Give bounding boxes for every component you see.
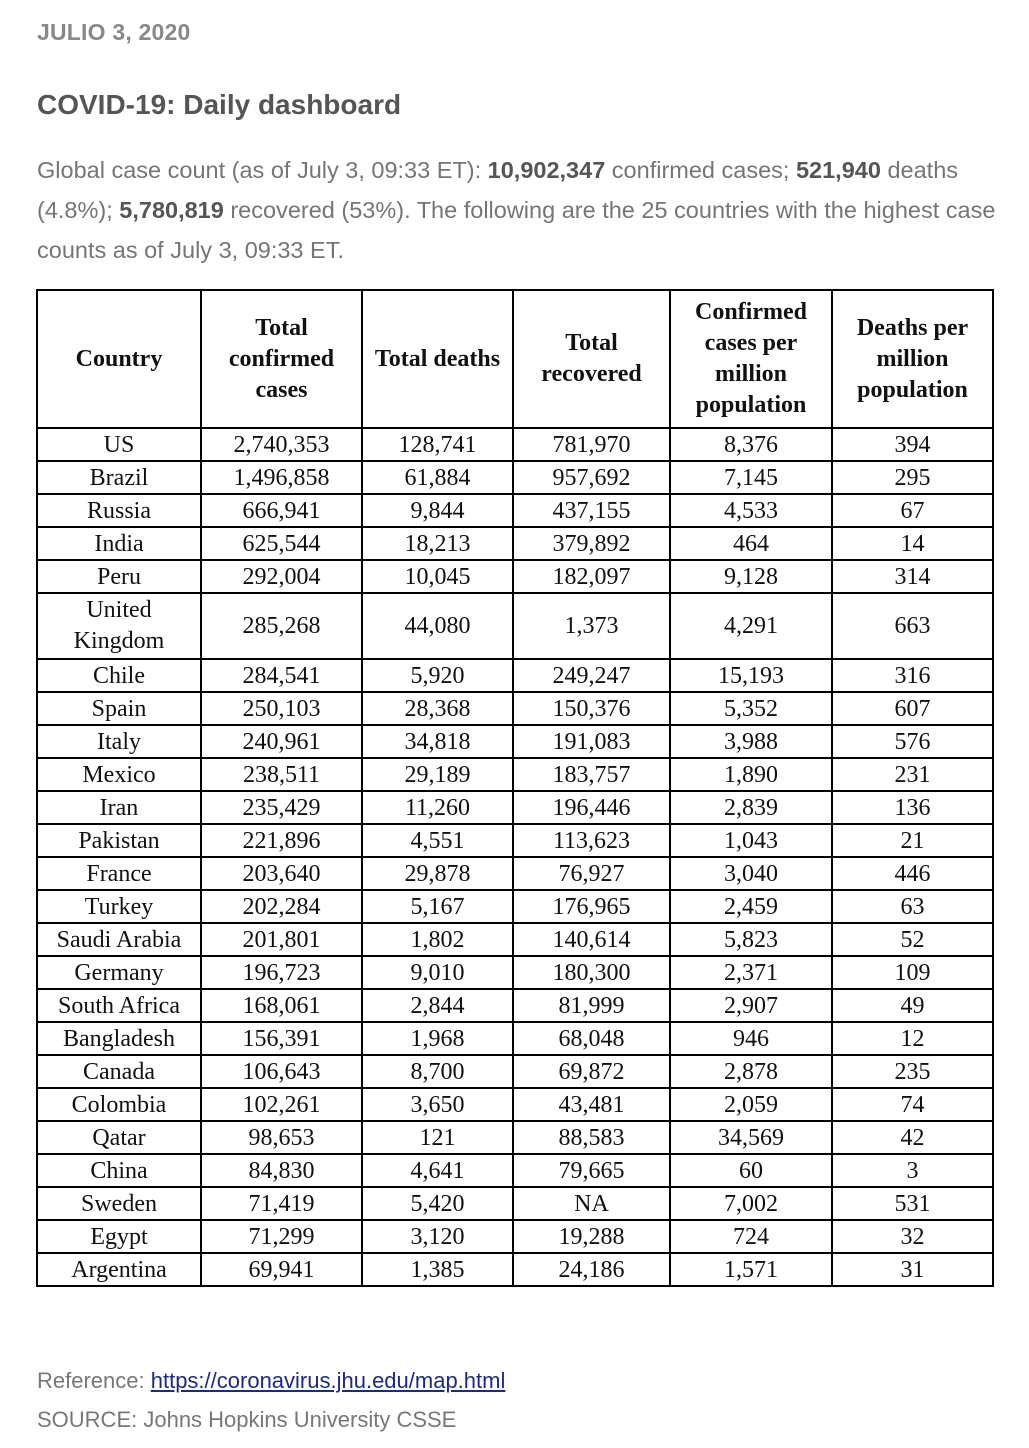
cell-total-recovered: 88,583: [513, 1121, 670, 1154]
table-row: [37, 956, 993, 989]
cell-country: Peru: [37, 560, 201, 593]
cell-deaths-per-million: 14: [832, 527, 993, 560]
cell-total-confirmed: 284,541: [201, 659, 362, 692]
cell-country: Germany: [37, 956, 201, 989]
summary-text-4: recovered (53%). The following are the 25 countries with the highest case counts as of July 3, 09:33 ET.: [37, 197, 996, 263]
table-row: [37, 1187, 993, 1220]
cell-deaths-per-million: 3: [832, 1154, 993, 1187]
cell-deaths-per-million: 31: [832, 1253, 993, 1286]
cell-total-recovered: 1,373: [513, 593, 670, 659]
cell-deaths-per-million: 42: [832, 1121, 993, 1154]
cell-cases-per-million: 1,571: [670, 1253, 832, 1286]
cell-total-deaths: 10,045: [362, 560, 513, 593]
table-header-row: [37, 290, 993, 428]
cell-cases-per-million: 1,890: [670, 758, 832, 791]
cell-total-deaths: 11,260: [362, 791, 513, 824]
cell-cases-per-million: 2,839: [670, 791, 832, 824]
table-row: [37, 725, 993, 758]
cell-deaths-per-million: 109: [832, 956, 993, 989]
cell-total-recovered: 69,872: [513, 1055, 670, 1088]
table-row: [37, 890, 993, 923]
cell-total-deaths: 121: [362, 1121, 513, 1154]
cell-total-recovered: 79,665: [513, 1154, 670, 1187]
cell-country: Bangladesh: [37, 1022, 201, 1055]
cell-total-deaths: 3,650: [362, 1088, 513, 1121]
cell-total-confirmed: 168,061: [201, 989, 362, 1022]
cell-deaths-per-million: 21: [832, 824, 993, 857]
cell-total-recovered: 150,376: [513, 692, 670, 725]
table-row: [37, 1220, 993, 1253]
summary-text-3: deaths (4.8%);: [37, 157, 959, 223]
cell-total-recovered: 249,247: [513, 659, 670, 692]
summary-paragraph: [37, 150, 997, 270]
cell-cases-per-million: 3,040: [670, 857, 832, 890]
cell-total-recovered: NA: [513, 1187, 670, 1220]
cell-total-deaths: 9,010: [362, 956, 513, 989]
cell-total-confirmed: 1,496,858: [201, 461, 362, 494]
cell-deaths-per-million: 316: [832, 659, 993, 692]
cell-deaths-per-million: 32: [832, 1220, 993, 1253]
summary-text-2: confirmed cases;: [605, 157, 796, 183]
table-body: [37, 428, 993, 1286]
cell-total-deaths: 5,920: [362, 659, 513, 692]
table-row: [37, 692, 993, 725]
cell-total-recovered: 196,446: [513, 791, 670, 824]
cell-total-recovered: 140,614: [513, 923, 670, 956]
table-row: [37, 1022, 993, 1055]
cell-total-deaths: 2,844: [362, 989, 513, 1022]
cell-total-deaths: 18,213: [362, 527, 513, 560]
global-confirmed-count: 10,902,347: [487, 157, 606, 183]
reference-label: Reference:: [37, 1368, 151, 1393]
cell-deaths-per-million: 67: [832, 494, 993, 527]
cell-deaths-per-million: 49: [832, 989, 993, 1022]
cell-total-confirmed: 201,801: [201, 923, 362, 956]
cell-total-deaths: 29,878: [362, 857, 513, 890]
cell-deaths-per-million: 136: [832, 791, 993, 824]
cell-country: Russia: [37, 494, 201, 527]
cell-deaths-per-million: 394: [832, 428, 993, 461]
global-recovered-count: 5,780,819: [119, 197, 224, 223]
cell-cases-per-million: 2,907: [670, 989, 832, 1022]
column-header-cases-per-million: Confirmed cases per million population: [670, 290, 832, 428]
cell-cases-per-million: 4,291: [670, 593, 832, 659]
table-row: [37, 527, 993, 560]
cell-deaths-per-million: 663: [832, 593, 993, 659]
cell-deaths-per-million: 74: [832, 1088, 993, 1121]
cell-country: Colombia: [37, 1088, 201, 1121]
cell-total-confirmed: 84,830: [201, 1154, 362, 1187]
cell-total-recovered: 68,048: [513, 1022, 670, 1055]
column-header-deaths-per-million: Deaths per million population: [832, 290, 993, 428]
table-row: [37, 791, 993, 824]
table-row: [37, 923, 993, 956]
cell-country: United Kingdom: [37, 593, 201, 659]
cell-total-deaths: 5,420: [362, 1187, 513, 1220]
table-row: [37, 824, 993, 857]
cell-total-confirmed: 235,429: [201, 791, 362, 824]
column-header-total-confirmed: Total confirmed cases: [201, 290, 362, 428]
cell-total-recovered: 113,623: [513, 824, 670, 857]
column-header-country: Country: [37, 290, 201, 428]
cell-cases-per-million: 7,145: [670, 461, 832, 494]
country-stats-table: [36, 289, 994, 1287]
cell-cases-per-million: 724: [670, 1220, 832, 1253]
cell-total-deaths: 4,551: [362, 824, 513, 857]
cell-cases-per-million: 2,459: [670, 890, 832, 923]
cell-deaths-per-million: 235: [832, 1055, 993, 1088]
reference-link[interactable]: https://coronavirus.jhu.edu/map.html: [150, 1368, 506, 1393]
cell-deaths-per-million: 295: [832, 461, 993, 494]
cell-total-confirmed: 250,103: [201, 692, 362, 725]
cell-country: Qatar: [37, 1121, 201, 1154]
cell-country: India: [37, 527, 201, 560]
cell-cases-per-million: 5,352: [670, 692, 832, 725]
table-row: [37, 428, 993, 461]
cell-country: Argentina: [37, 1253, 201, 1286]
table-row: [37, 461, 993, 494]
cell-cases-per-million: 3,988: [670, 725, 832, 758]
cell-total-recovered: 182,097: [513, 560, 670, 593]
cell-country: South Africa: [37, 989, 201, 1022]
table-row: [37, 1055, 993, 1088]
cell-country: Turkey: [37, 890, 201, 923]
cell-country: France: [37, 857, 201, 890]
table-row: [37, 560, 993, 593]
cell-total-confirmed: 2,740,353: [201, 428, 362, 461]
cell-deaths-per-million: 531: [832, 1187, 993, 1220]
cell-total-confirmed: 71,299: [201, 1220, 362, 1253]
table-row: [37, 494, 993, 527]
cell-cases-per-million: 4,533: [670, 494, 832, 527]
cell-total-confirmed: 102,261: [201, 1088, 362, 1121]
cell-country: Chile: [37, 659, 201, 692]
cell-total-confirmed: 203,640: [201, 857, 362, 890]
cell-cases-per-million: 60: [670, 1154, 832, 1187]
table-row: [37, 659, 993, 692]
cell-total-confirmed: 71,419: [201, 1187, 362, 1220]
cell-total-recovered: 379,892: [513, 527, 670, 560]
cell-country: China: [37, 1154, 201, 1187]
cell-total-confirmed: 98,653: [201, 1121, 362, 1154]
cell-cases-per-million: 946: [670, 1022, 832, 1055]
cell-deaths-per-million: 314: [832, 560, 993, 593]
cell-cases-per-million: 15,193: [670, 659, 832, 692]
source-line: SOURCE: Johns Hopkins University CSSE: [37, 1407, 457, 1432]
cell-country: Mexico: [37, 758, 201, 791]
cell-country: Canada: [37, 1055, 201, 1088]
cell-total-confirmed: 202,284: [201, 890, 362, 923]
cell-cases-per-million: 2,371: [670, 956, 832, 989]
cell-total-deaths: 1,385: [362, 1253, 513, 1286]
cell-country: Spain: [37, 692, 201, 725]
cell-total-confirmed: 238,511: [201, 758, 362, 791]
cell-total-deaths: 61,884: [362, 461, 513, 494]
cell-cases-per-million: 8,376: [670, 428, 832, 461]
cell-total-confirmed: 666,941: [201, 494, 362, 527]
cell-total-deaths: 8,700: [362, 1055, 513, 1088]
cell-total-confirmed: 221,896: [201, 824, 362, 857]
cell-country: Iran: [37, 791, 201, 824]
cell-country: Pakistan: [37, 824, 201, 857]
column-header-total-recovered: Total recovered: [513, 290, 670, 428]
cell-deaths-per-million: 446: [832, 857, 993, 890]
cell-total-deaths: 1,802: [362, 923, 513, 956]
cell-total-deaths: 5,167: [362, 890, 513, 923]
reference-line: [37, 1368, 505, 1394]
cell-total-recovered: 24,186: [513, 1253, 670, 1286]
cell-deaths-per-million: 576: [832, 725, 993, 758]
table-row: [37, 1088, 993, 1121]
cell-total-deaths: 3,120: [362, 1220, 513, 1253]
cell-total-recovered: 180,300: [513, 956, 670, 989]
cell-total-recovered: 437,155: [513, 494, 670, 527]
cell-total-confirmed: 69,941: [201, 1253, 362, 1286]
cell-total-recovered: 176,965: [513, 890, 670, 923]
cell-country: Sweden: [37, 1187, 201, 1220]
cell-total-deaths: 128,741: [362, 428, 513, 461]
summary-text-1: Global case count (as of July 3, 09:33 ET):: [37, 157, 488, 183]
cell-cases-per-million: 2,059: [670, 1088, 832, 1121]
cell-cases-per-million: 9,128: [670, 560, 832, 593]
cell-total-confirmed: 625,544: [201, 527, 362, 560]
cell-total-recovered: 183,757: [513, 758, 670, 791]
cell-cases-per-million: 464: [670, 527, 832, 560]
cell-total-deaths: 28,368: [362, 692, 513, 725]
cell-deaths-per-million: 607: [832, 692, 993, 725]
cell-total-recovered: 76,927: [513, 857, 670, 890]
cell-total-deaths: 1,968: [362, 1022, 513, 1055]
article-date: JULIO 3, 2020: [37, 19, 191, 45]
cell-total-confirmed: 292,004: [201, 560, 362, 593]
cell-total-recovered: 781,970: [513, 428, 670, 461]
cell-total-deaths: 9,844: [362, 494, 513, 527]
cell-deaths-per-million: 52: [832, 923, 993, 956]
table-row: [37, 989, 993, 1022]
cell-total-confirmed: 196,723: [201, 956, 362, 989]
cell-total-recovered: 43,481: [513, 1088, 670, 1121]
cell-cases-per-million: 34,569: [670, 1121, 832, 1154]
cell-total-confirmed: 240,961: [201, 725, 362, 758]
cell-total-deaths: 29,189: [362, 758, 513, 791]
cell-deaths-per-million: 12: [832, 1022, 993, 1055]
cell-country: Egypt: [37, 1220, 201, 1253]
cell-cases-per-million: 2,878: [670, 1055, 832, 1088]
cell-country: Brazil: [37, 461, 201, 494]
column-header-total-deaths: Total deaths: [362, 290, 513, 428]
cell-total-recovered: 191,083: [513, 725, 670, 758]
cell-cases-per-million: 5,823: [670, 923, 832, 956]
table-row: [37, 857, 993, 890]
table-row: [37, 593, 993, 659]
cell-cases-per-million: 7,002: [670, 1187, 832, 1220]
table-row: [37, 1154, 993, 1187]
cell-total-confirmed: 285,268: [201, 593, 362, 659]
global-deaths-count: 521,940: [795, 157, 881, 183]
table-row: [37, 1121, 993, 1154]
cell-total-deaths: 44,080: [362, 593, 513, 659]
cell-total-deaths: 34,818: [362, 725, 513, 758]
table-row: [37, 1253, 993, 1286]
cell-deaths-per-million: 231: [832, 758, 993, 791]
cell-total-recovered: 19,288: [513, 1220, 670, 1253]
page-title: COVID-19: Daily dashboard: [37, 89, 402, 120]
cell-total-confirmed: 156,391: [201, 1022, 362, 1055]
cell-country: Saudi Arabia: [37, 923, 201, 956]
cell-country: US: [37, 428, 201, 461]
cell-deaths-per-million: 63: [832, 890, 993, 923]
cell-total-confirmed: 106,643: [201, 1055, 362, 1088]
cell-country: Italy: [37, 725, 201, 758]
cell-total-recovered: 81,999: [513, 989, 670, 1022]
table-row: [37, 758, 993, 791]
cell-total-recovered: 957,692: [513, 461, 670, 494]
cell-cases-per-million: 1,043: [670, 824, 832, 857]
cell-total-deaths: 4,641: [362, 1154, 513, 1187]
